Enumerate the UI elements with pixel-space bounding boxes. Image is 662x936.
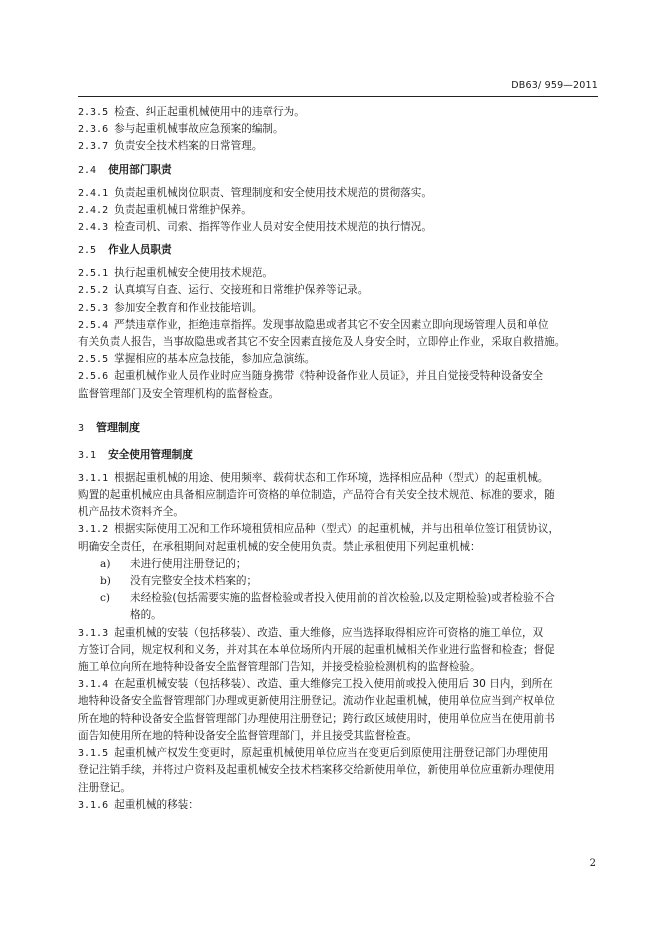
clause-3-1-3-cont: 方签订合同，规定权利和义务，并对其在本单位场所内开展的起重机械相关作业进行监督和检查；督促 — [78, 643, 555, 656]
clause-3-1-3-cont2: 施工单位向所在地特种设备安全监督管理部门告知，并接受检验检测机构的监督检验。 — [78, 661, 481, 674]
section-heading-3-1: 3.1 安全使用管理制度 — [78, 448, 193, 461]
clause-3-1-1: 3.1.1 根据起重机械的用途、使用频率、载荷状态和工作环境，选择相应品种（型式）的起重机械。 — [78, 471, 549, 484]
document-body — [78, 104, 600, 814]
clause-3-1-1-cont: 购置的起重机械应由具备相应制造许可资格的单位制造，产品符合有关安全技术规范、标准的要求，随 — [78, 489, 555, 502]
clause-2-4-1: 2.4.1 负责起重机械岗位职责、管理制度和安全使用技术规范的贯彻落实。 — [78, 186, 432, 199]
section-heading-3: 3 管理制度 — [78, 420, 141, 434]
clause-3-1-4: 3.1.4 在起重机械安装（包括移装）、改造、重大维修完工投入使用前或投入使用后 30 日内，到所在 — [78, 678, 553, 691]
clause-3-1-4-cont: 地特种设备安全监督管理部门办理或更新使用注册登记。流动作业起重机械，使用单位应当到产权单位 — [78, 695, 555, 708]
clause-3-1-3: 3.1.3 起重机械的安装（包括移装）、改造、重大维修，应当选择取得相应许可资格的施工单位，双 — [78, 626, 544, 639]
clause-2-5-3: 2.5.3 参加安全教育和作业技能培训。 — [78, 301, 263, 314]
clause-2-5-5: 2.5.5 掌握相应的基本应急技能，参加应急演练。 — [78, 353, 316, 366]
clause-3-1-2: 3.1.2 根据实际使用工况和工作环境租赁相应品种（型式）的起重机械，并与出租单位签订租赁协议， — [78, 523, 560, 536]
clause-2-3-7: 2.3.7 负责安全技术档案的日常管理。 — [78, 140, 263, 153]
clause-3-1-5-cont2: 注册登记。 — [78, 781, 131, 794]
clause-2-4-3: 2.4.3 检查司机、司索、指挥等作业人员对安全使用技术规范的执行情况。 — [78, 221, 432, 234]
clause-3-1-6: 3.1.6 起重机械的移装： — [78, 798, 199, 811]
clause-2-5-4: 2.5.4 严禁违章作业，拒绝违章指挥。发现事故隐患或者其它不安全因素立即向现场管理人员和单位 — [78, 318, 549, 331]
clause-3-1-2-cont: 明确安全责任，在承租期间对起重机械的安全使用负责。禁止承租使用下列起重机械： — [78, 540, 481, 553]
list-item-a: a) 未进行使用注册登记的； — [100, 557, 247, 570]
list-item-b: b) 没有完整安全技术档案的； — [100, 575, 258, 588]
clause-2-5-4-cont: 有关负责人报告，当事故隐患或者其它不安全因素直接危及人身安全时，立即停止作业，采取自救措施。 — [78, 336, 566, 349]
clause-2-3-5: 2.3.5 检查、纠正起重机械使用中的违章行为。 — [78, 106, 305, 118]
document-id: DB63/ 959—2011 — [511, 80, 598, 91]
clause-3-1-1-cont2: 机产品技术资料齐全。 — [78, 506, 184, 519]
section-heading-2-4: 2.4 使用部门职责 — [78, 163, 172, 176]
clause-2-4-2: 2.4.2 负责起重机械日常维护保养。 — [78, 203, 252, 216]
list-item-c: c) 未经检验(包括需要实施的监督检验或者投入使用前的首次检验,以及定期检验)或者检验不合 — [100, 592, 555, 605]
page-number: 2 — [589, 858, 596, 869]
clause-3-1-5: 3.1.5 起重机械产权发生变更时，原起重机械使用单位应当在变更后到原使用注册登记部门办理使用 — [78, 747, 549, 760]
header-divider — [78, 96, 598, 97]
clause-2-5-6: 2.5.6 起重机械作业人员作业时应当随身携带《特种设备作业人员证》，并且自觉接受特种设备安全 — [78, 370, 544, 383]
list-item-c-cont: 格的。 — [130, 609, 162, 622]
clause-3-1-4-cont2: 所在地的特种设备安全监督管理部门办理使用注册登记；跨行政区域使用时，使用单位应当在使用前书 — [78, 712, 555, 725]
clause-2-5-6-cont: 监督管理部门及安全管理机构的监督检查。 — [78, 387, 280, 400]
clause-3-1-4-cont3: 面告知使用所在地的特种设备安全监督管理部门，并且接受其监督检查。 — [78, 729, 417, 742]
clause-3-1-5-cont: 登记注销手续，并将过户资料及起重机械安全技术档案移交给新使用单位，新使用单位应重新办理使用 — [78, 764, 555, 777]
clause-2-3-6: 2.3.6 参与起重机械事故应急预案的编制。 — [78, 123, 284, 136]
clause-2-5-2: 2.5.2 认真填写自查、运行、交接班和日常维护保养等记录。 — [78, 284, 369, 297]
section-heading-2-5: 2.5 作业人员职责 — [78, 244, 172, 257]
clause-2-5-1: 2.5.1 执行起重机械安全使用技术规范。 — [78, 267, 274, 280]
